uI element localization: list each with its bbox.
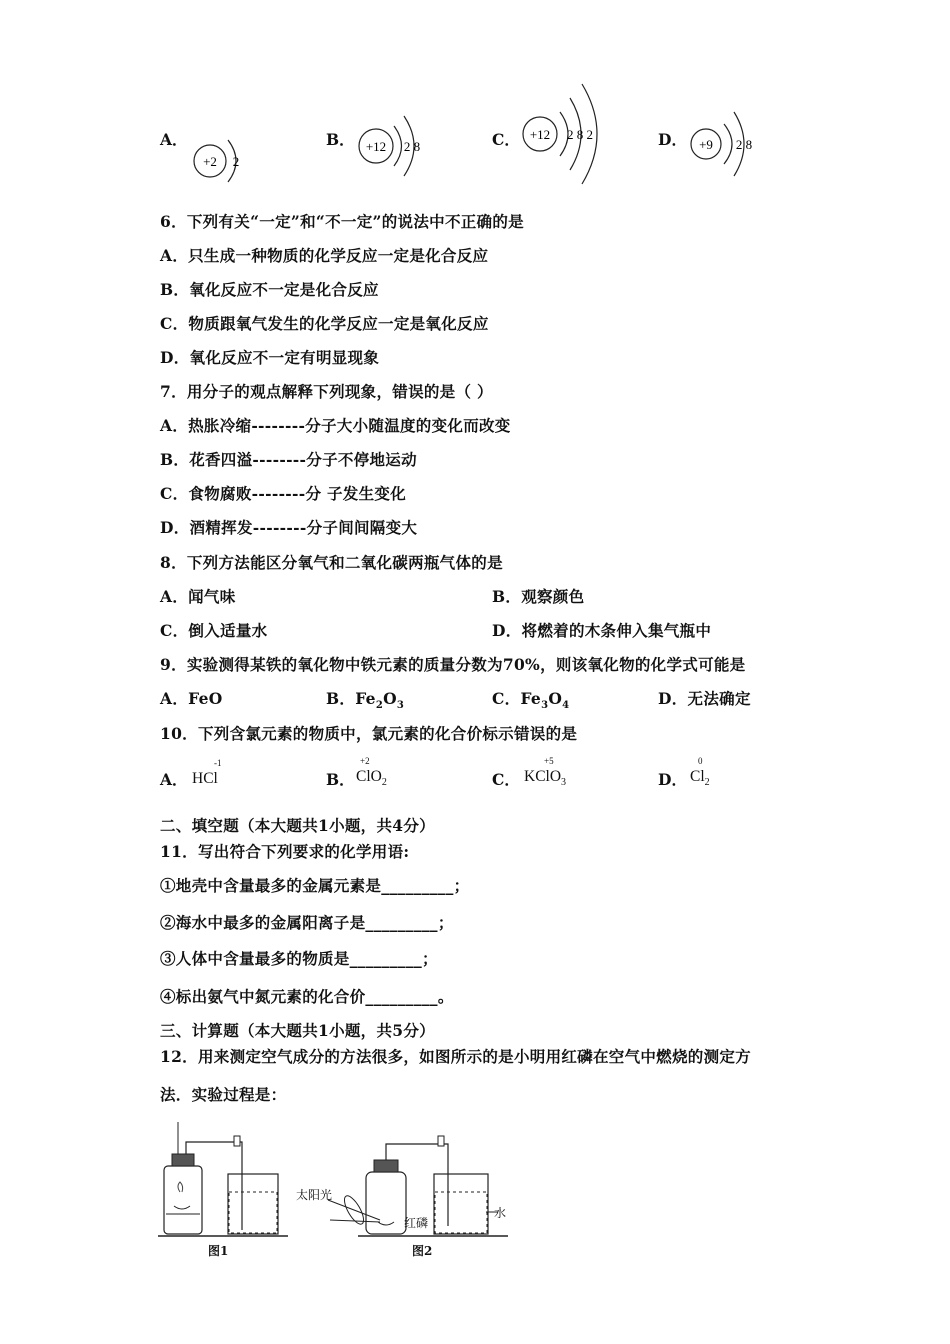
- q10-stem: 10．下列含氯元素的物质中，氯元素的化合价标示错误的是: [160, 724, 578, 743]
- label-red-phosphorus: 红磷: [404, 1216, 429, 1230]
- figure-1-apparatus: [158, 1118, 288, 1240]
- label-sunlight: 太阳光: [296, 1188, 333, 1202]
- sunlight-ray: [328, 1200, 380, 1220]
- q5-option-a-diagram: [188, 132, 258, 190]
- q5-option-c-diagram: [520, 76, 620, 188]
- q5-option-c-letter: C．: [492, 130, 520, 149]
- q7-option-c: C．食物腐败--------分 子发生变化: [160, 484, 406, 503]
- q5-c-shells: 2 8 2: [567, 127, 593, 142]
- q6-option-c: C．物质跟氧气发生的化学反应一定是氧化反应: [160, 314, 489, 333]
- q7-option-b: B．花香四溢--------分子不停地运动: [160, 450, 417, 469]
- q10-option-c-formula: +5 KClO$_3$: [524, 756, 567, 788]
- q9-option-d: D．无法确定: [658, 689, 751, 708]
- clamp: [234, 1136, 240, 1146]
- q8-option-d: D．将燃着的木条伸入集气瓶中: [492, 621, 712, 640]
- q9-option-c: C．$Fe_3O_4$: [492, 689, 570, 712]
- q7-stem: 7．用分子的观点解释下列现象，错误的是（ ）: [160, 382, 493, 401]
- q11-stem: 11．写出符合下列要求的化学用语:: [160, 842, 410, 861]
- valence-mark: 0: [698, 756, 703, 766]
- clamp: [438, 1136, 444, 1146]
- q10-option-b-formula: +2 ClO$_2$: [356, 756, 387, 788]
- q10-option-d-letter: D．: [658, 770, 687, 789]
- q7-option-a: A．热胀冷缩--------分子大小随温度的变化而改变: [160, 416, 511, 435]
- q11-item-4: ④标出氨气中氮元素的化合价_________。: [160, 987, 454, 1006]
- q5-d-nucleus: +9: [699, 137, 713, 152]
- q5-option-a-letter: A．: [160, 130, 188, 149]
- q10-option-a-letter: A．: [160, 770, 188, 789]
- gas-bottle: [164, 1166, 202, 1234]
- q5-a-shells: 2: [232, 154, 240, 169]
- figure-1-caption: 图1: [208, 1244, 229, 1258]
- beaker-water: [435, 1192, 487, 1233]
- q5-a-nucleus: +2: [203, 154, 217, 169]
- stopper: [172, 1154, 194, 1166]
- q10-option-b-letter: B．: [326, 770, 355, 789]
- section-3-heading: 三、计算题（本大题共1小题，共5分）: [160, 1021, 435, 1040]
- stopper: [374, 1160, 398, 1172]
- q10-option-d-formula: 0 $Cl_2$: [690, 756, 710, 788]
- section-2-heading: 二、填空题（本大题共1小题，共4分）: [160, 816, 435, 835]
- q9-stem: 9．实验测得某铁的氧化物中铁元素的质量分数为70%，则该氧化物的化学式可能是: [160, 655, 746, 674]
- q10-option-c-letter: C．: [492, 770, 520, 789]
- label-water: 水: [494, 1206, 507, 1220]
- valence-mark: +5: [544, 756, 554, 766]
- q11-item-2: ②海水中最多的金属阳离子是_________；: [160, 913, 454, 932]
- q5-option-d-diagram: [688, 100, 768, 184]
- q9-a-letter: A．: [160, 689, 189, 708]
- beaker: [434, 1174, 488, 1234]
- q9-b-letter: B．: [326, 689, 356, 708]
- q9-d-letter: D．: [658, 689, 688, 708]
- q11-item-3: ③人体中含量最多的物质是_________；: [160, 949, 438, 968]
- q6-stem: 6．下列有关“一定”和“不一定”的说法中不正确的是: [160, 212, 524, 231]
- valence-mark: +2: [360, 756, 370, 766]
- q10-option-a-formula: -1 HCl: [192, 758, 222, 787]
- q9-c-letter: C．: [492, 689, 521, 708]
- beaker-water: [229, 1192, 277, 1233]
- q12-line-2: 法．实验过程是：: [160, 1085, 287, 1104]
- beaker: [228, 1174, 278, 1234]
- q8-option-a: A．闻气味: [160, 587, 236, 606]
- q7-option-d: D．酒精挥发--------分子间间隔变大: [160, 518, 418, 537]
- valence-mark: -1: [214, 758, 222, 768]
- q5-c-nucleus: +12: [529, 127, 551, 142]
- q9-option-b: B．$Fe_2O_3$: [326, 689, 405, 712]
- q5-b-nucleus: +12: [365, 139, 387, 154]
- q5-option-d-letter: D．: [658, 130, 687, 149]
- q9-option-a: [160, 687, 223, 709]
- q6-option-a: A．只生成一种物质的化学反应一定是化合反应: [160, 246, 489, 265]
- q12-line-1: 12．用来测定空气成分的方法很多，如图所示的是小明用红磷在空气中燃烧的测定方: [160, 1047, 751, 1066]
- q5-d-shells: 2 8: [735, 137, 753, 152]
- q5-b-shells: 2 8: [403, 139, 421, 154]
- q8-option-c: C．倒入适量水: [160, 621, 268, 640]
- q6-option-d: D．氧化反应不一定有明显现象: [160, 348, 380, 367]
- q8-option-b: B．观察颜色: [492, 587, 585, 606]
- q5-option-b-diagram: [354, 104, 434, 188]
- q11-item-1: ①地壳中含量最多的金属元素是_________；: [160, 876, 470, 895]
- q8-stem: 8．下列方法能区分氧气和二氧化碳两瓶气体的是: [160, 553, 503, 572]
- figure-2-caption: 图2: [412, 1244, 433, 1258]
- q9-a-formula: FeO: [188, 689, 223, 708]
- q6-option-b: B．氧化反应不一定是化合反应: [160, 280, 379, 299]
- q5-option-b-letter: B．: [326, 130, 355, 149]
